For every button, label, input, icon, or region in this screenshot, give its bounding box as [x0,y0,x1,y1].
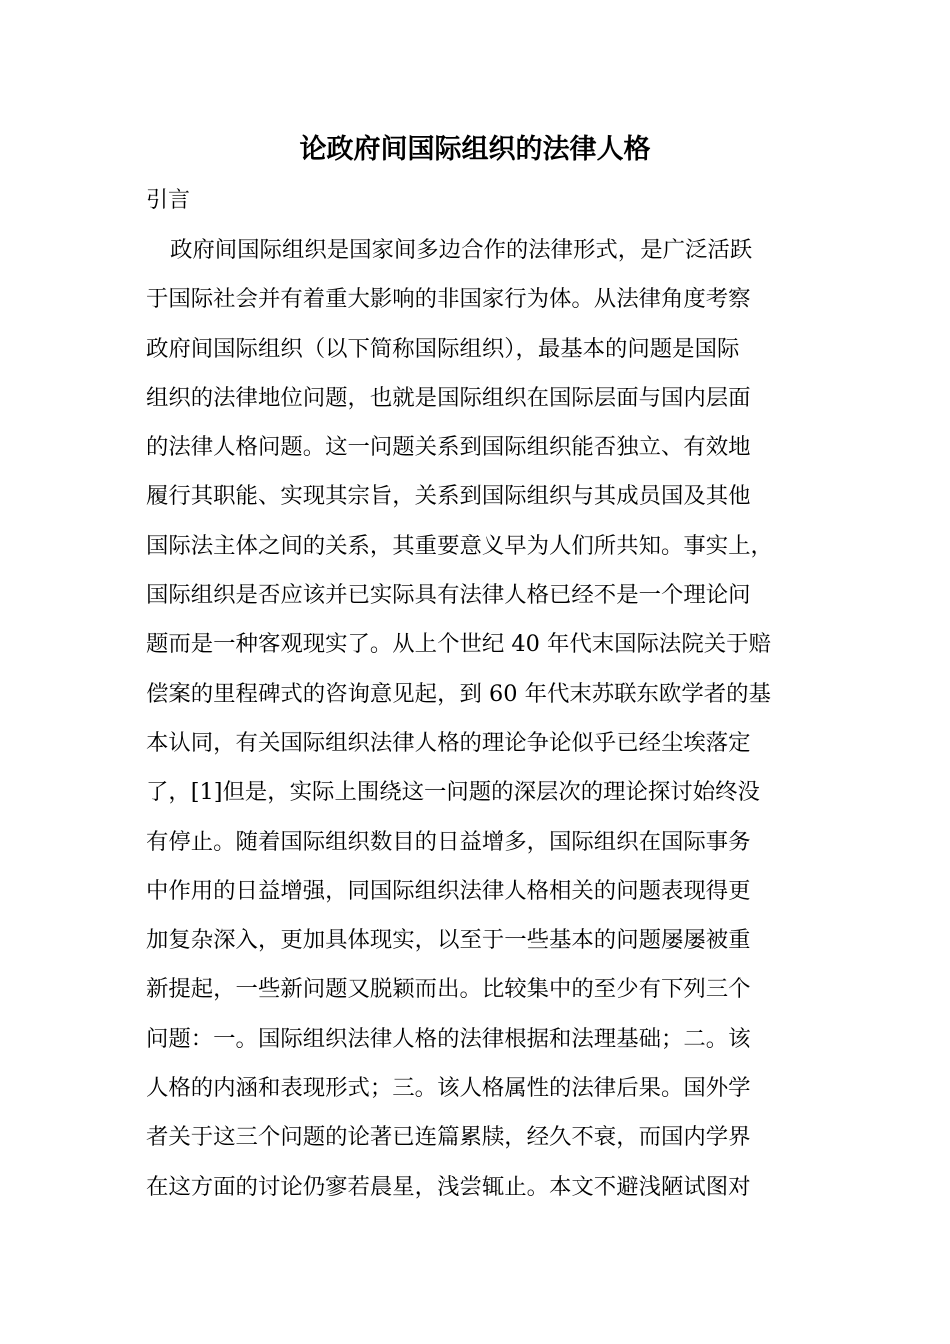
text-line: 中作用的日益增强，同国际组织法律人格相关的问题表现得更 [146,877,751,904]
text-line: 的法律人格问题。这一问题关系到国际组织能否独立、有效地 [146,434,751,461]
section-heading: 引言 [146,188,191,213]
text-line: 者关于这三个问题的论著已连篇累牍，经久不衰，而国内学界 [146,1124,751,1151]
text-line: 了，[1]但是，实际上围绕这一问题的深层次的理论探讨始终没 [146,779,760,806]
text-line: 履行其职能、实现其宗旨，关系到国际组织与其成员国及其他 [146,483,751,510]
text-line: 国际法主体之间的关系，其重要意义早为人们所共知。事实上， [146,532,773,559]
body-text [146,233,846,1219]
text-line: 政府间国际组织是国家间多边合作的法律形式，是广泛活跃 [170,237,753,263]
text-line: 有停止。随着国际组织数目的日益增多，国际组织在国际事务 [146,828,751,855]
text-line: 国际组织是否应该并已实际具有法律人格已经不是一个理论问 [146,582,751,609]
document-title: 论政府间国际组织的法律人格 [299,134,651,165]
text-line: 加复杂深入，更加具体现实，以至于一些基本的问题屡屡被重 [146,927,751,954]
text-line: 人格的内涵和表现形式；三。该人格属性的法律后果。国外学 [146,1075,751,1102]
text-line: 题而是一种客观现实了。从上个世纪 40 年代末国际法院关于赔 [146,631,771,658]
text-line: 于国际社会并有着重大影响的非国家行为体。从法律角度考察 [146,286,751,313]
text-line: 问题：一。国际组织法律人格的法律根据和法理基础；二。该 [146,1025,751,1052]
text-line: 在这方面的讨论仍寥若晨星，浅尝辄止。本文不避浅陋试图对 [146,1173,751,1200]
text-line: 政府间国际组织（以下简称国际组织），最基本的问题是国际 [146,335,740,362]
text-line: 本认同，有关国际组织法律人格的理论争论似乎已经尘埃落定 [146,729,751,756]
text-line: 组织的法律地位问题，也就是国际组织在国际层面与国内层面 [146,384,751,411]
text-line: 新提起，一些新问题又脱颖而出。比较集中的至少有下列三个 [146,976,751,1003]
text-line: 偿案的里程碑式的咨询意见起，到 60 年代末苏联东欧学者的基 [146,680,771,707]
